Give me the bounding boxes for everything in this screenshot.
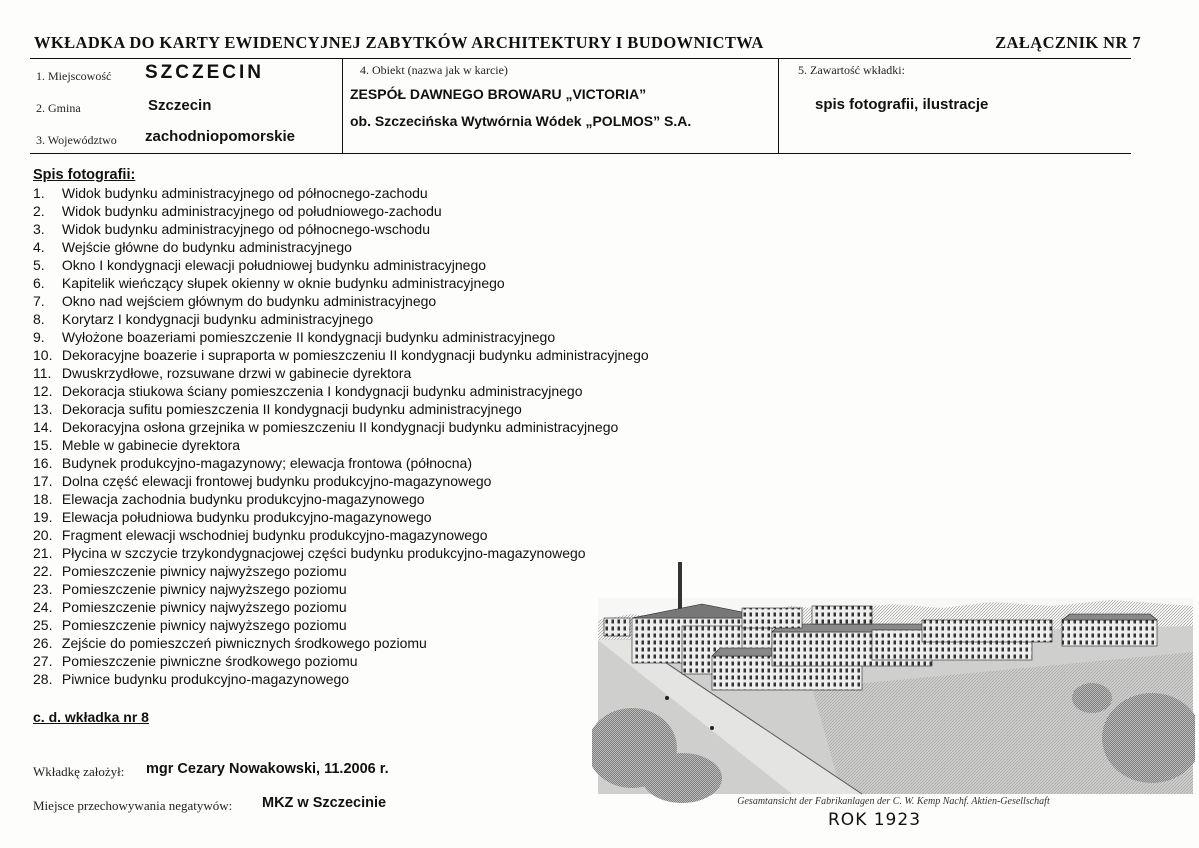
object-label: 4. Obiekt (nazwa jak w karcie) — [360, 63, 508, 77]
list-item: 15. Meble w gabinecie dyrektora — [33, 437, 241, 453]
list-item: 23. Pomieszczenie piwnicy najwyższego poziomu — [33, 581, 347, 597]
list-item: 21. Płycina w szczycie trzykondygnacjowej części budynku produkcyjno-magazynowego — [33, 545, 586, 561]
list-item: 16. Budynek produkcyjno-magazynowy; elewacja frontowa (północna) — [33, 455, 472, 471]
list-item: 20. Fragment elewacji wschodniej budynku produkcyjno-magazynowego — [33, 527, 488, 543]
list-item: 18. Elewacja zachodnia budynku produkcyjno-magazynowego — [33, 491, 425, 507]
commune-label: 2. Gmina — [36, 101, 81, 115]
contents-label: 5. Zawartość wkładki: — [798, 63, 905, 77]
list-item: 28. Piwnice budynku produkcyjno-magazynowego — [33, 671, 350, 687]
locality-value: SZCZECIN — [145, 62, 264, 83]
list-item: 6. Kapitelik wieńczący słupek okienny w oknie budynku administracyjnego — [33, 275, 505, 291]
photo-list-heading: Spis fotografii: — [33, 167, 136, 183]
list-item: 7. Okno nad wejściem głównym do budynku administracyjnego — [33, 293, 437, 309]
handwritten-year-note: ROK 1923 — [828, 810, 922, 830]
list-item: 12. Dekoracja stiukowa ściany pomieszczenia I kondygnacji budynku administracyjnego — [33, 383, 583, 399]
info-divider-2 — [778, 59, 779, 153]
list-item: 10. Dekoracyjne boazerie i supraporta w pomieszczeniu II kondygnacji budynku administracyjnego — [33, 347, 649, 363]
list-item: 17. Dolna część elewacji frontowej budynku produkcyjno-magazynowego — [33, 473, 492, 489]
list-item: 3. Widok budynku administracyjnego od północnego-wschodu — [33, 221, 430, 237]
list-item: 9. Wyłożone boazeriami pomieszczenie II kondygnacji budynku administracyjnego — [33, 329, 556, 345]
list-item: 19. Elewacja południowa budynku produkcyjno-magazynowego — [33, 509, 432, 525]
storage-label: Miejsce przechowywania negatywów: — [33, 798, 233, 813]
engraving-drawing — [592, 548, 1195, 820]
contents-value: spis fotografii, ilustracje — [815, 96, 989, 113]
document-title: WKŁADKA DO KARTY EWIDENCYJNEJ ZABYTKÓW ARCHITEKTURY I BUDOWNICTWA — [34, 33, 764, 52]
list-item: 27. Pomieszczenie piwniczne środkowego poziomu — [33, 653, 358, 669]
list-item: 22. Pomieszczenie piwnicy najwyższego poziomu — [33, 563, 347, 579]
author-value: mgr Cezary Nowakowski, 11.2006 r. — [146, 761, 389, 777]
voivodeship-value: zachodniopomorskie — [145, 128, 296, 145]
list-item: 11. Dwuskrzydłowe, rozsuwane drzwi w gabinecie dyrektora — [33, 365, 412, 381]
continuation-note: c. d. wkładka nr 8 — [33, 709, 149, 725]
list-item: 8. Korytarz I kondygnacji budynku administracyjnego — [33, 311, 374, 327]
object-current-name: ob. Szczecińska Wytwórnia Wódek „POLMOS” S.A. — [350, 113, 692, 129]
annex-number: ZAŁĄCZNIK NR 7 — [995, 33, 1141, 52]
list-item: 13. Dekoracja sufitu pomieszczenia II kondygnacji budynku administracyjnego — [33, 401, 522, 417]
list-item: 14. Dekoracyjna osłona grzejnika w pomieszczeniu II kondygnacji budynku administracyjnego — [33, 419, 619, 435]
object-name: ZESPÓŁ DAWNEGO BROWARU „VICTORIA” — [350, 86, 647, 102]
illustration-caption: Gesamtansicht der Fabrikanlagen der C. W. Kemp Nachf. Aktien-Gesellschaft — [737, 796, 1050, 807]
storage-value: MKZ w Szczecinie — [262, 795, 387, 811]
list-item: 26. Zejście do pomieszczeń piwnicznych środkowego poziomu — [33, 635, 427, 651]
author-label: Wkładkę założył: — [33, 764, 125, 779]
info-box — [30, 58, 1131, 154]
photo-list — [33, 184, 649, 688]
list-item: 2. Widok budynku administracyjnego od południowego-zachodu — [33, 203, 442, 219]
list-item: 24. Pomieszczenie piwnicy najwyższego poziomu — [33, 599, 347, 615]
list-item: 1. Widok budynku administracyjnego od północnego-zachodu — [33, 185, 428, 201]
brewery-engraving-illustration — [592, 548, 1195, 820]
list-item: 5. Okno I kondygnacji elewacji południowej budynku administracyjnego — [33, 257, 487, 273]
list-item: 4. Wejście główne do budynku administracyjnego — [33, 239, 352, 255]
list-item: 25. Pomieszczenie piwnicy najwyższego poziomu — [33, 617, 347, 633]
voivodeship-label: 3. Województwo — [36, 133, 117, 147]
locality-label: 1. Miejscowość — [36, 69, 112, 83]
commune-value: Szczecin — [148, 97, 212, 114]
info-divider-1 — [342, 59, 343, 153]
